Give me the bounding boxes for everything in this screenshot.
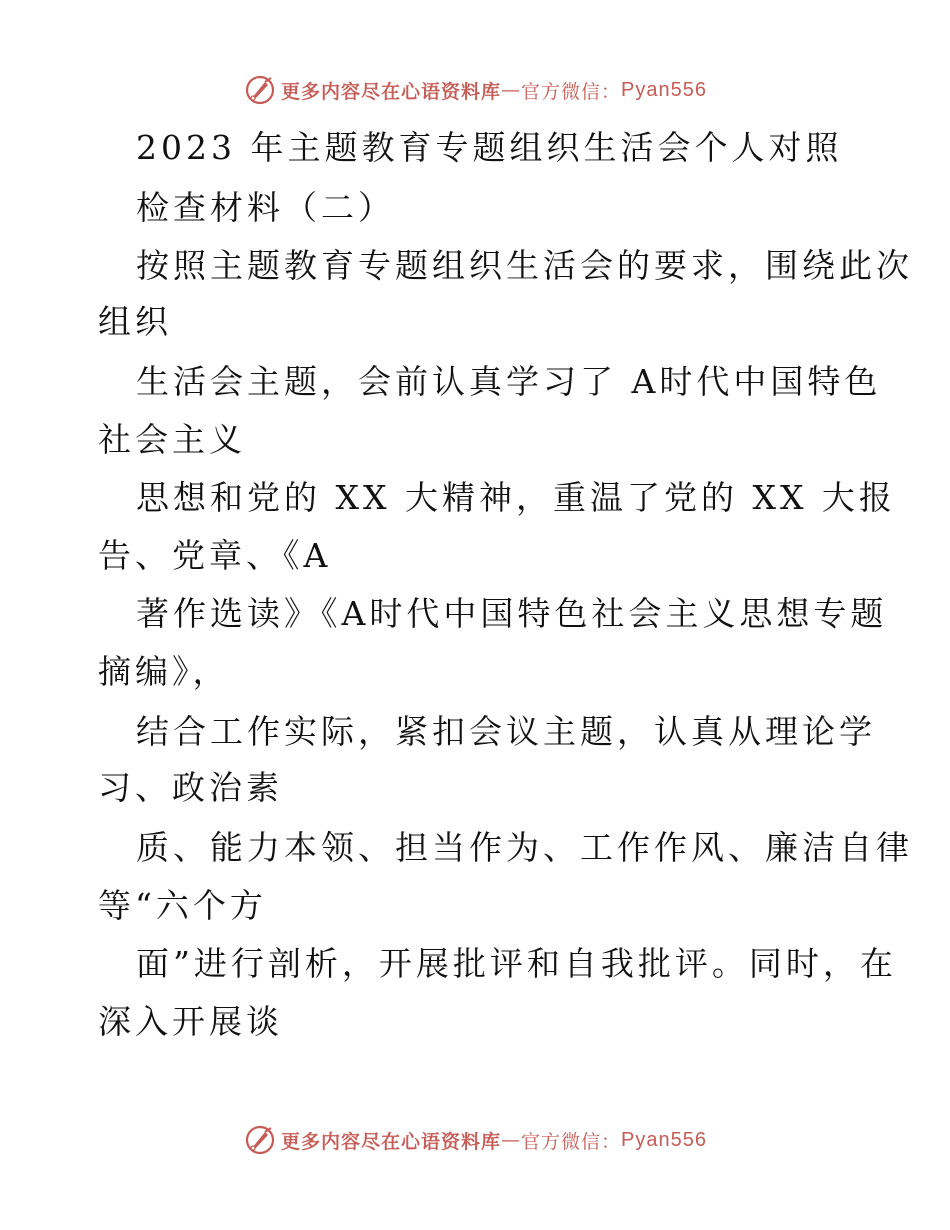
paragraph-line: 思想和党的 XX 大精神，重温了党的 XX 大报 (136, 478, 896, 517)
paragraph-line: 摘编》， (98, 652, 230, 691)
paragraph-line: 习、政治素 (98, 768, 283, 807)
footer-watermark (0, 1120, 950, 1160)
paragraph-line: 生活会主题，会前认真学习了 A时代中国特色 (136, 362, 882, 401)
paragraph-line: 组织 (98, 302, 172, 341)
paragraph-line: 等“六个方 (98, 886, 267, 925)
watermark-main-text: 更多内容尽在心语资料库 (281, 1130, 502, 1153)
document-title-line-1: 2023 年主题教育专题组织生活会个人对照 (136, 128, 843, 167)
paragraph-line: 质、能力本领、担当作为、工作作风、廉洁自律 (136, 828, 913, 867)
watermark-separator: — (501, 79, 522, 101)
watermark-wechat-id: Pyan556 (621, 1128, 707, 1151)
watermark-wechat-id: Pyan556 (621, 78, 707, 101)
paragraph-line: 社会主义 (98, 420, 246, 459)
paragraph-line: 面”进行剖析，开展批评和自我批评。同时，在 (136, 944, 897, 983)
watermark-main-text: 更多内容尽在心语资料库 (281, 80, 502, 103)
paragraph-line: 按照主题教育专题组织生活会的要求，围绕此次 (136, 246, 913, 285)
quill-logo-icon (243, 1123, 277, 1157)
watermark-wechat-label: 官方微信： (521, 80, 622, 103)
document-title-line-2: 检查材料（二） (136, 188, 395, 227)
watermark-wechat-label: 官方微信： (521, 1130, 622, 1153)
paragraph-line: 告、党章、《A (98, 536, 332, 575)
paragraph-line: 著作选读》《A时代中国特色社会主义思想专题 (136, 594, 888, 633)
watermark-separator: — (501, 1129, 522, 1151)
paragraph-line: 结合工作实际，紧扣会议主题，认真从理论学 (136, 712, 876, 751)
paragraph-line: 深入开展谈 (98, 1002, 283, 1041)
